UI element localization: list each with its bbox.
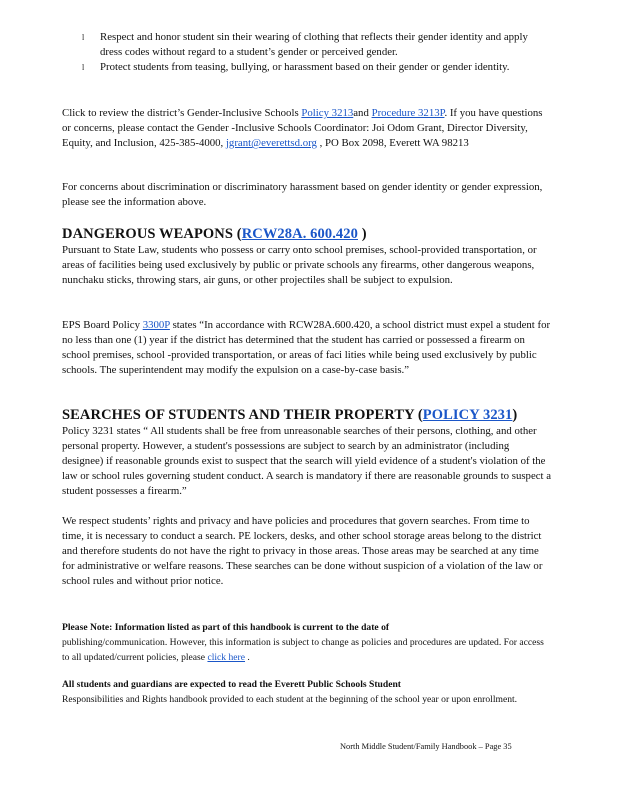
bullet-list <box>82 30 552 75</box>
policy-3300p-link[interactable]: 3300P <box>142 319 170 331</box>
email-link[interactable]: jgrant@everettsd.org <box>225 137 317 149</box>
text: states “In accordance with RCW28A.600.420, a school district must expel a student for no less than one (1) year if the district has determined that the student has carried or possessed a firearm on school premises, school -provided transportation, or areas of faci lities while being used exclusively by public schools. The superintendent may modify the expulsion on a case-by-case basis.” <box>62 319 551 376</box>
list-item <box>82 30 552 60</box>
text: EPS Board Policy <box>62 319 143 331</box>
list-item <box>82 60 552 75</box>
page-footer: North Middle Student/Family Handbook – Page 35 <box>340 742 512 751</box>
board-policy-paragraph <box>62 318 552 378</box>
policy-paragraph <box>62 106 552 151</box>
heading-text: ) <box>512 407 518 423</box>
guardians-paragraph <box>62 677 552 707</box>
guardians-text: Responsibilities and Rights handbook provided to each student at the beginning of the school year or upon enrollment. <box>62 694 518 705</box>
note-text: publishing/communication. However, this information is subject to change as policies and procedures are updated. For access to all updated/current policies, please <box>62 637 544 663</box>
heading-text: DANGEROUS WEAPONS ( <box>62 226 242 242</box>
privacy-paragraph: We respect students’ rights and privacy and have policies and procedures that govern searches. From time to time, it is necessary to conduct a search. PE lockers, desks, and other school storage areas belong to the district and therefore students do not have the right to privacy in those areas. Those areas may be searched at any time for administrative or welfare reasons. These searches can be done without suspicion of a violation of the law or school rules and without prior notice. <box>62 515 543 587</box>
heading-text: ) <box>357 226 367 242</box>
searches-paragraph: Policy 3231 states “ All students shall be free from unreasonable searches of their persons, clothing, and other personal property. However, a student's possessions are subject to search by an administrator (including designee) if reasonable grounds exist to suspect that the search will yield evidence of a student's violation of the law or school rules governing student conduct. A search is mandatory if there are reasonable grounds to suspect a student possesses a firearm.” <box>62 425 552 497</box>
concerns-paragraph: For concerns about discrimination or discriminatory harassment based on gender identity or gender expression, please see the information above. <box>62 181 543 208</box>
text: , PO Box 2098, Everett WA 98213 <box>316 137 469 149</box>
note-bold: Please Note: Information listed as part of this handbook is current to the date of <box>62 622 390 633</box>
searches-heading <box>62 407 517 424</box>
please-note-paragraph <box>62 620 552 665</box>
bullet-text: Protect students from teasing, bullying, or harassment based on their gender or gender identity. <box>100 61 510 73</box>
bullet-text: Respect and honor student sin their wearing of clothing that reflects their gender identity and apply dress codes without regard to a student’s gender or perceived gender. <box>100 31 528 58</box>
guardians-bold: All students and guardians are expected to read the Everett Public Schools Student <box>62 679 401 690</box>
procedure-3213p-link[interactable]: Procedure 3213P <box>371 107 445 119</box>
rcw-link[interactable]: RCW28A. 600.420 <box>241 226 358 242</box>
click-here-link[interactable]: click here <box>207 652 246 663</box>
text: . If you have questions or concerns, please contact the Gender -Inclusive Schools Coordinator: Joi Odom Grant, Director Diversity, Equity, and Inclusion, 425-385-4000, <box>62 107 543 149</box>
text: and <box>353 107 372 119</box>
bullet-marker: l <box>82 33 85 42</box>
policy-3231-link[interactable]: POLICY 3231 <box>422 407 513 423</box>
weapons-paragraph: Pursuant to State Law, students who possess or carry onto school premises, school-provided transportation, or areas of facilities being used exclusively by public or private schools any firearms, other dangerous weapons, nunchaku sticks, throwing stars, air guns, or other projectiles shall be subject to expulsion. <box>62 244 537 286</box>
text: . <box>245 652 250 663</box>
policy-3213-link[interactable]: Policy 3213 <box>301 107 354 119</box>
weapons-heading <box>62 226 367 243</box>
heading-text: SEARCHES OF STUDENTS AND THEIR PROPERTY ( <box>62 407 423 423</box>
bullet-marker: l <box>82 63 85 72</box>
text: Click to review the district’s Gender-Inclusive Schools <box>62 107 302 119</box>
